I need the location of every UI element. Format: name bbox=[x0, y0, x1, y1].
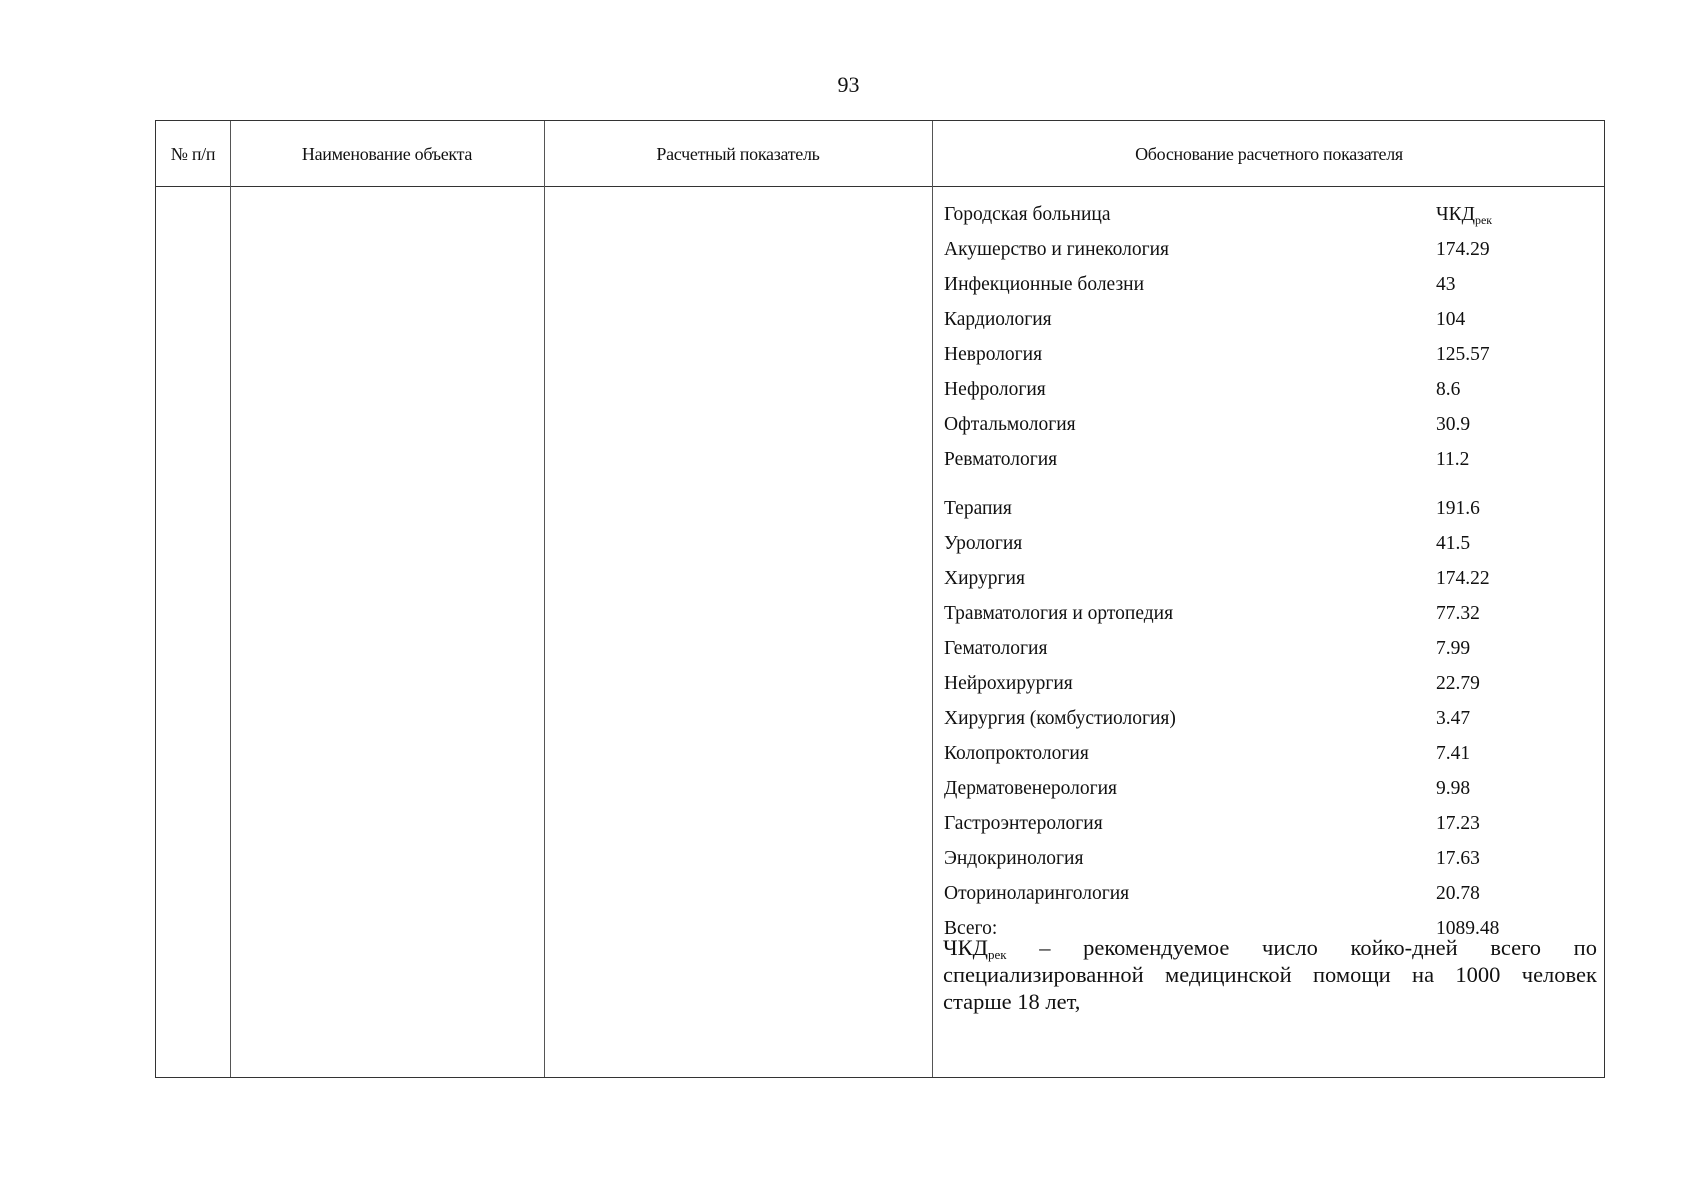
list-item bbox=[944, 232, 1544, 267]
department-name: Акушерство и гинекология bbox=[944, 239, 1170, 260]
note-word: по bbox=[1573, 935, 1597, 960]
page-number: 93 bbox=[837, 72, 860, 97]
table-header-row bbox=[156, 121, 1604, 187]
department-value: 7.41 bbox=[1436, 743, 1471, 764]
department-value: 174.22 bbox=[1436, 568, 1490, 589]
department-list bbox=[944, 197, 1544, 946]
department-name: Неврология bbox=[944, 344, 1043, 365]
header-object-name: Наименование объекта bbox=[301, 143, 473, 164]
list-item bbox=[944, 771, 1544, 806]
list-item bbox=[944, 337, 1544, 372]
department-value: 43 bbox=[1436, 274, 1456, 295]
note-word: специализированной bbox=[943, 962, 1144, 987]
note-word: медицинской bbox=[1165, 962, 1292, 987]
note-word: на bbox=[1412, 962, 1435, 987]
department-name: Инфекционные болезни bbox=[944, 274, 1145, 295]
department-name: Нейрохирургия bbox=[944, 673, 1073, 694]
list-item bbox=[944, 561, 1544, 596]
note-word: 1000 bbox=[1455, 962, 1501, 987]
department-name: Дерматовенерология bbox=[944, 778, 1117, 799]
department-value: 174.29 bbox=[1436, 239, 1490, 260]
list-item bbox=[944, 267, 1544, 302]
list-item bbox=[944, 491, 1544, 526]
department-value: 41.5 bbox=[1436, 533, 1471, 554]
note-word: рекомендуемое bbox=[1083, 935, 1230, 960]
list-item bbox=[944, 841, 1544, 876]
list-item bbox=[944, 806, 1544, 841]
note-word: помощи bbox=[1312, 962, 1391, 987]
list-item bbox=[944, 407, 1544, 442]
note-line-3: старше 18 лет, bbox=[943, 989, 1081, 1014]
department-name: Хирургия bbox=[944, 568, 1025, 589]
department-name: Эндокринология bbox=[944, 848, 1084, 869]
department-value: 17.63 bbox=[1436, 848, 1480, 869]
department-value: 104 bbox=[1436, 309, 1466, 330]
department-name: Нефрология bbox=[944, 379, 1046, 400]
note-word: – bbox=[1039, 935, 1051, 960]
header-justification: Обоснование расчетного показателя bbox=[1135, 143, 1403, 164]
total-value: 1089.48 bbox=[1436, 918, 1500, 939]
department-value: 3.47 bbox=[1436, 708, 1471, 729]
list-item bbox=[944, 302, 1544, 337]
list-item bbox=[944, 666, 1544, 701]
list-item bbox=[944, 596, 1544, 631]
department-value: 77.32 bbox=[1436, 603, 1480, 624]
department-value: 11.2 bbox=[1436, 449, 1470, 470]
header-indicator: Расчетный показатель bbox=[656, 143, 820, 164]
list-item bbox=[944, 526, 1544, 561]
cell-num bbox=[156, 187, 230, 1077]
hospital-title: Городская больница bbox=[944, 204, 1111, 225]
specification-table bbox=[155, 120, 1605, 1078]
note-term bbox=[943, 934, 1007, 964]
department-value: 22.79 bbox=[1436, 673, 1480, 694]
department-name: Травматология и ортопедия bbox=[944, 603, 1174, 624]
department-name: Колопроктология bbox=[944, 743, 1089, 764]
total-label: Всего: bbox=[944, 918, 998, 939]
department-name: Урология bbox=[944, 533, 1023, 554]
value-label-subscript: рек bbox=[1474, 213, 1493, 227]
value-label-base: ЧКД bbox=[1436, 204, 1475, 225]
department-name: Ревматология bbox=[944, 449, 1058, 470]
note-line-1 bbox=[943, 934, 1597, 964]
cell-indicator bbox=[544, 187, 932, 1077]
department-value: 125.57 bbox=[1436, 344, 1490, 365]
note-term-subscript: рек bbox=[987, 947, 1007, 962]
department-name: Гастроэнтерология bbox=[944, 813, 1103, 834]
list-item bbox=[944, 372, 1544, 407]
list-item bbox=[944, 631, 1544, 666]
value-column-label bbox=[1436, 197, 1492, 234]
cell-justification bbox=[932, 187, 1606, 1077]
department-value: 20.78 bbox=[1436, 883, 1480, 904]
cell-object-name bbox=[230, 187, 544, 1077]
department-name: Гематология bbox=[944, 638, 1048, 659]
header-num: № п/п bbox=[170, 143, 216, 164]
department-value: 9.98 bbox=[1436, 778, 1471, 799]
department-value: 191.6 bbox=[1436, 498, 1480, 519]
justification-content bbox=[932, 187, 1606, 1077]
department-name: Кардиология bbox=[944, 309, 1052, 330]
department-value: 17.23 bbox=[1436, 813, 1480, 834]
note-word: человек bbox=[1521, 962, 1597, 987]
note-word: койко-дней bbox=[1350, 935, 1458, 960]
note-word: всего bbox=[1490, 935, 1541, 960]
list-item bbox=[944, 701, 1544, 736]
department-name: Офтальмология bbox=[944, 414, 1076, 435]
table-row bbox=[156, 187, 1604, 1077]
department-value: 7.99 bbox=[1436, 638, 1471, 659]
list-item bbox=[944, 736, 1544, 771]
list-item bbox=[944, 876, 1544, 911]
list-header-row bbox=[944, 197, 1544, 232]
department-name: Хирургия (комбустиология) bbox=[944, 708, 1176, 729]
department-value: 8.6 bbox=[1436, 379, 1461, 400]
department-name: Терапия bbox=[944, 498, 1012, 519]
department-name: Оториноларингология bbox=[944, 883, 1130, 904]
note-word: число bbox=[1262, 935, 1318, 960]
note-line-2 bbox=[943, 961, 1597, 988]
department-value: 30.9 bbox=[1436, 414, 1471, 435]
list-item bbox=[944, 442, 1544, 477]
note-term-base: ЧКД bbox=[943, 935, 988, 960]
